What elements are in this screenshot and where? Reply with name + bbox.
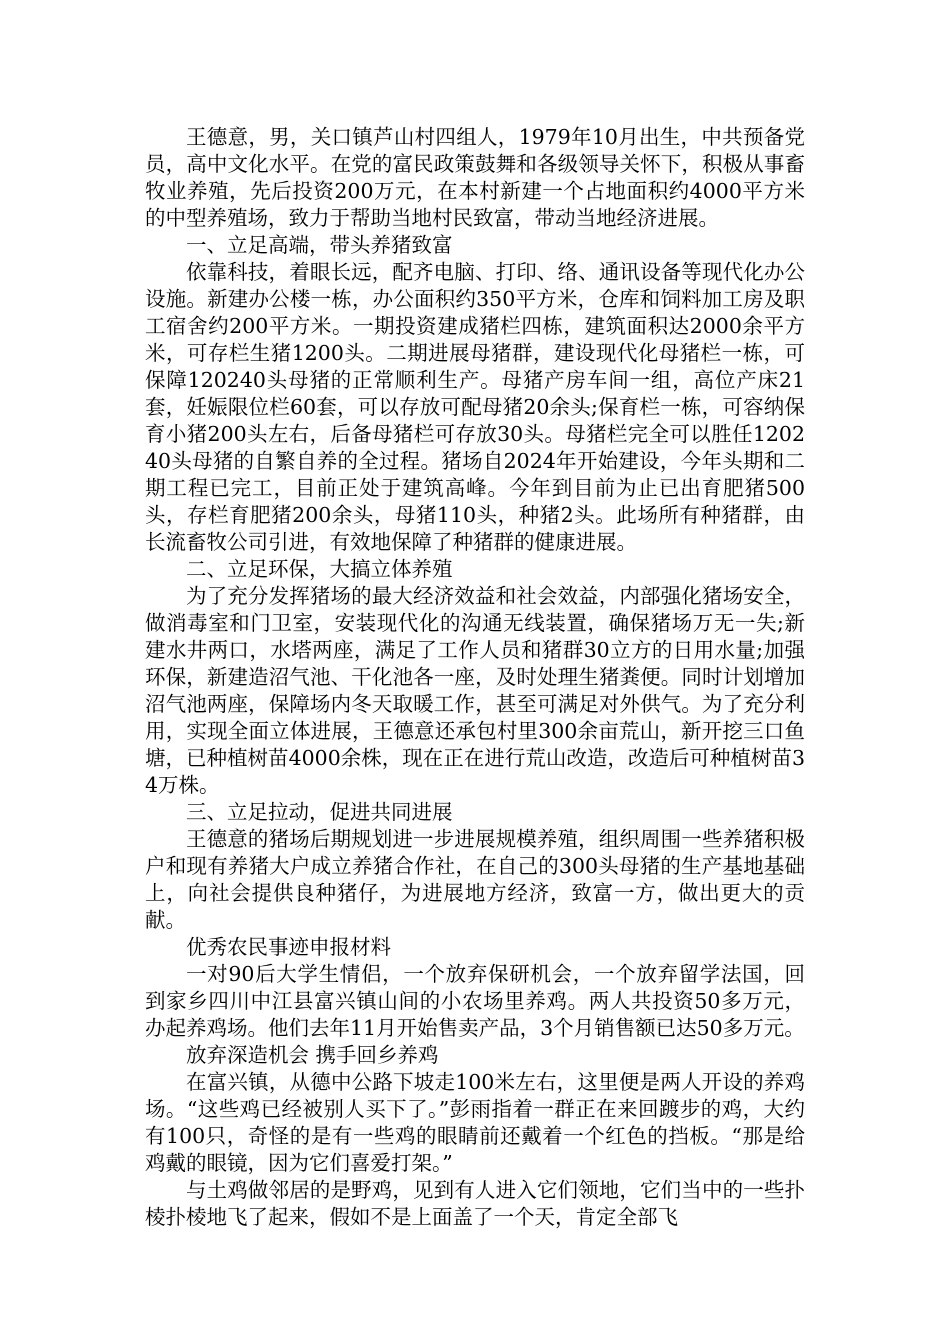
- section-1-paragraph: 依靠科技，着眼长远，配齐电脑、打印、络、通讯设备等现代化办公设施。新建办公楼一栋，办公面积约350平方米，仓库和饲料加工房及职工宿舍约200平方米。一期投资建成猪栏四栋，建筑面积达2000余平方米，可存栏生猪1200头。二期进展母猪群，建设现代化母猪栏一栋，可保障120240头母猪的正常顺利生产。母猪产房车间一组，高位产床21套，妊娠限位栏60套，可以存放可配母猪20余头;保育栏一栋，可容纳保育小猪200头左右，后备母猪栏可存放30头。母猪栏完全可以胜任120240头母猪的自繁自养的全过程。猪场自2024年开始建设，今年头期和二期工程已完工，目前正处于建筑高峰。今年到目前为止已出育肥猪500头，存栏育肥猪200余头，母猪110头，种猪2头。此场所有种猪群，由长流畜牧公司引进，有效地保障了种猪群的健康进展。: [145, 260, 805, 554]
- second-article-paragraph-2: 与土鸡做邻居的是野鸡，见到有人进入它们领地，它们当中的一些扑棱扑棱地飞了起来，假如不是上面盖了一个天，肯定全部飞: [145, 1178, 805, 1229]
- section-heading-3: 三、立足拉动，促进共同进展: [186, 800, 453, 824]
- second-article-subheading: 放弃深造机会 携手回乡养鸡: [186, 1043, 439, 1067]
- second-article-paragraph-1: 在富兴镇，从德中公路下坡走100米左右，这里便是两人开设的养鸡场。“这些鸡已经被别人买下了。”彭雨指着一群正在来回踱步的鸡，大约有100只，奇怪的是有一些鸡的眼睛前还戴着一个红色的挡板。“那是给鸡戴的眼镜，因为它们喜爱打架。”: [145, 1070, 805, 1175]
- section-heading-2: 二、立足环保，大搞立体养殖: [186, 557, 453, 581]
- section-2-paragraph: 为了充分发挥猪场的最大经济效益和社会效益，内部强化猪场安全，做消毒室和门卫室，安装现代化的沟通无线装置，确保猪场万无一失;新建水井两口，水塔两座，满足了工作人员和猪群30立方的日用水量;加强环保，新建造沼气池、干化池各一座，及时处理生猪粪便。同时计划增加沼气池两座，保障场内冬天取暖工作，甚至可满足对外供气。为了充分利用，实现全面立体进展，王德意还承包村里300余亩荒山，新开挖三口鱼塘，已种植树苗4000余株，现在正在进行荒山改造，改造后可种植树苗34万株。: [145, 584, 805, 797]
- intro-paragraph: 王德意，男，关口镇芦山村四组人，1979年10月出生，中共预备党员，高中文化水平。在党的富民政策鼓舞和各级领导关怀下，积极从事畜牧业养殖，先后投资200万元，在本村新建一个占地面积约4000平方米的中型养殖场，致力于帮助当地村民致富，带动当地经济进展。: [145, 125, 805, 230]
- section-3-paragraph: 王德意的猪场后期规划进一步进展规模养殖，组织周围一些养猪积极户和现有养猪大户成立养猪合作社，在自己的300头母猪的生产基地基础上，向社会提供良种猪仔，为进展地方经济，致富一方，做出更大的贡献。: [145, 827, 805, 932]
- second-article-intro: 一对90后大学生情侣，一个放弃保研机会，一个放弃留学法国，回到家乡四川中江县富兴镇山间的小农场里养鸡。两人共投资50多万元，办起养鸡场。他们去年11月开始售卖产品，3个月销售额已达50多万元。: [145, 962, 805, 1040]
- document-body: [145, 124, 805, 1231]
- section-heading-1: 一、立足高端，带头养猪致富: [186, 233, 453, 257]
- second-article-title: 优秀农民事迹申报材料: [186, 935, 391, 959]
